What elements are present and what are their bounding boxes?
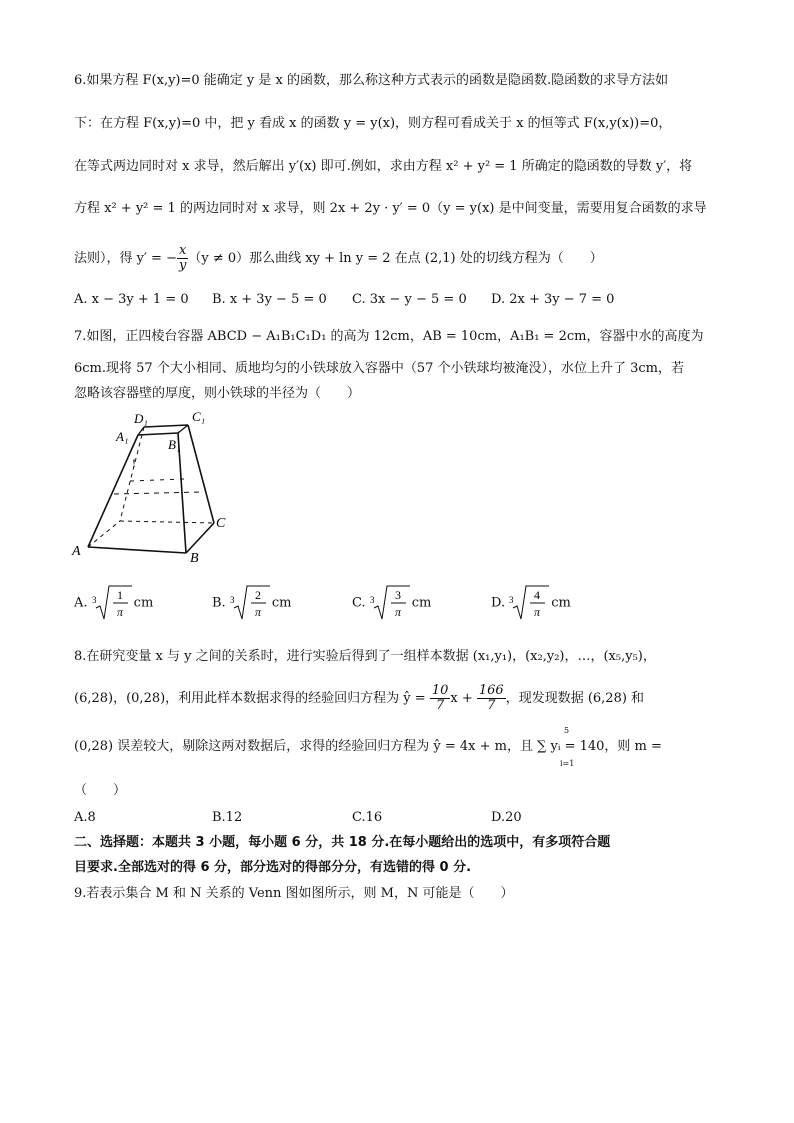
q8-option-d: D.20 [491,810,522,825]
q8-fraction-1 [430,684,451,713]
q6-line-5 [74,244,603,273]
q8-line-2b: ，现发现数据 (6,28) 和 [505,691,645,706]
label-a1: A₁ [116,429,129,444]
q8-fraction-2-num: 166 [478,683,504,698]
q8-line-2a: (6,28)，(0,28)，利用此样本数据求得的经验回归方程为 ŷ = [74,691,430,706]
q6-line-3: 在等式两边同时对 x 求导，然后解出 y′(x) 即可.例如，求由方程 x² + y² = 1 所确定的隐函数的导数 y′，将 [74,159,693,174]
q6-option-c: C. 3x − y − 5 = 0 [352,292,467,307]
q6-line-4: 方程 x² + y² = 1 的两边同时对 x 求导，则 2x + 2y · y′ = 0（y = y(x) 是中间变量，需要用复合函数的求导 [74,201,707,216]
label-b1: B₁ [168,437,181,452]
q8-fraction-2-den: 7 [487,698,496,713]
q8-option-a: A.8 [74,810,96,825]
q8-sum-lower: i=1 [560,759,575,768]
q7-option-b-unit: cm [271,595,292,611]
q8-line-3: (0,28) 误差较大，剔除这两对数据后，求得的经验回归方程为 ŷ = 4x + m，且 ∑ yᵢ = 140，则 m = [74,739,662,754]
q6-fraction-num: x [177,244,188,259]
q7-option-b-den: π [254,605,261,619]
q7-option-a-root [92,584,134,622]
section-2-line-2: 目要求.全部选对的得 6 分，部分选对的得部分分，有选错的得 0 分. [74,860,472,875]
q7-option-b [212,584,291,622]
q7-option-c-den: π [394,605,401,619]
q7-option-d-unit: cm [551,595,571,611]
q7-option-d-den: π [534,605,541,619]
q7-option-b-num: 2 [254,588,261,602]
q6-line-2: 下：在方程 F(x,y)=0 中，把 y 看成 x 的函数 y = y(x)，则方程可看成关于 x 的恒等式 F(x,y(x))=0， [74,116,672,131]
q7-option-a-index: 3 [91,595,97,605]
q7-option-c-index: 3 [369,595,375,605]
q7-option-d-index: 3 [509,595,514,605]
q7-option-d [491,584,571,622]
q8-line-2 [74,684,644,713]
q7-option-b-index: 3 [229,595,235,605]
q6-option-a: A. x − 3y + 1 = 0 [74,292,189,307]
q7-option-a-label: A. [74,595,88,611]
q7-option-d-label: D. [491,595,506,611]
q8-line-4: （ ） [74,783,127,798]
label-a: A [72,544,81,559]
figure-mark: ! [132,456,136,470]
q7-line-1: 7.如图，正四棱台容器 ABCD − A₁B₁C₁D₁ 的高为 12cm，AB = 10cm，A₁B₁ = 2cm，容器中水的高度为 [74,329,704,344]
q6-option-d: D. 2x + 3y − 7 = 0 [491,292,615,307]
q7-line-2: 6cm.现将 57 个大小相同、质地均匀的小铁球放入容器中（57 个小铁球均被淹没），水位上升了 3cm，若 [74,361,685,376]
q6-fraction-den: y [178,258,187,273]
q7-option-c-unit: cm [411,595,432,611]
frustum-figure [64,405,239,565]
q7-option-d-num: 4 [534,588,541,602]
q8-line-1: 8.在研究变量 x 与 y 之间的关系时，进行实验后得到了一组样本数据 (x₁,y₁)，(x₂,y₂)，…，(x₅,y₅)， [74,649,656,664]
q8-sum-upper: 5 [564,726,570,735]
label-d1: D₁ [134,411,148,426]
q7-option-a [74,584,153,622]
q8-fraction-1-den: 7 [435,698,445,713]
q9-line-1: 9.若表示集合 M 和 N 关系的 Venn 图如图所示，则 M，N 可能是（ ） [74,886,514,901]
q7-option-c-label: C. [352,595,366,611]
q7-option-a-den: π [116,605,123,619]
q7-line-3: 忽略该容器壁的厚度，则小铁球的半径为（ ） [74,386,361,401]
q7-option-b-label: B. [212,595,226,611]
q7-option-c-root [370,584,412,622]
q8-option-c: C.16 [352,810,383,825]
label-b: B [190,551,199,565]
q7-option-c-num: 3 [394,588,401,602]
q8-fraction-2 [477,684,506,713]
q7-option-d-root [509,584,551,622]
section-2-line-1: 二、选择题：本题共 3 小题，每小题 6 分，共 18 分.在每小题给出的选项中，有多项符合题 [74,835,611,850]
label-c1: C₁ [192,409,206,424]
q6-option-b: B. x + 3y − 5 = 0 [212,292,327,307]
q7-option-b-root [230,584,272,622]
q6-line-1: 6.如果方程 F(x,y)=0 能确定 y 是 x 的函数，那么称这种方式表示的函数是隐函数.隐函数的求导方法如 [74,73,669,88]
q7-option-c [352,584,431,622]
q6-line-5b: （y ≠ 0）那么曲线 xy + ln y = 2 在点 (2,1) 处的切线方程为（ ） [188,251,603,266]
q7-option-a-num: 1 [116,588,123,602]
q8-line-2-mid: x + [450,691,477,706]
q6-line-5a: 法则），得 y′ = − [74,251,177,266]
label-c: C [216,516,226,531]
q8-option-b: B.12 [212,810,243,825]
q6-fraction [177,244,188,273]
q7-option-a-unit: cm [133,595,154,611]
q8-fraction-1-num: 10 [431,683,449,698]
